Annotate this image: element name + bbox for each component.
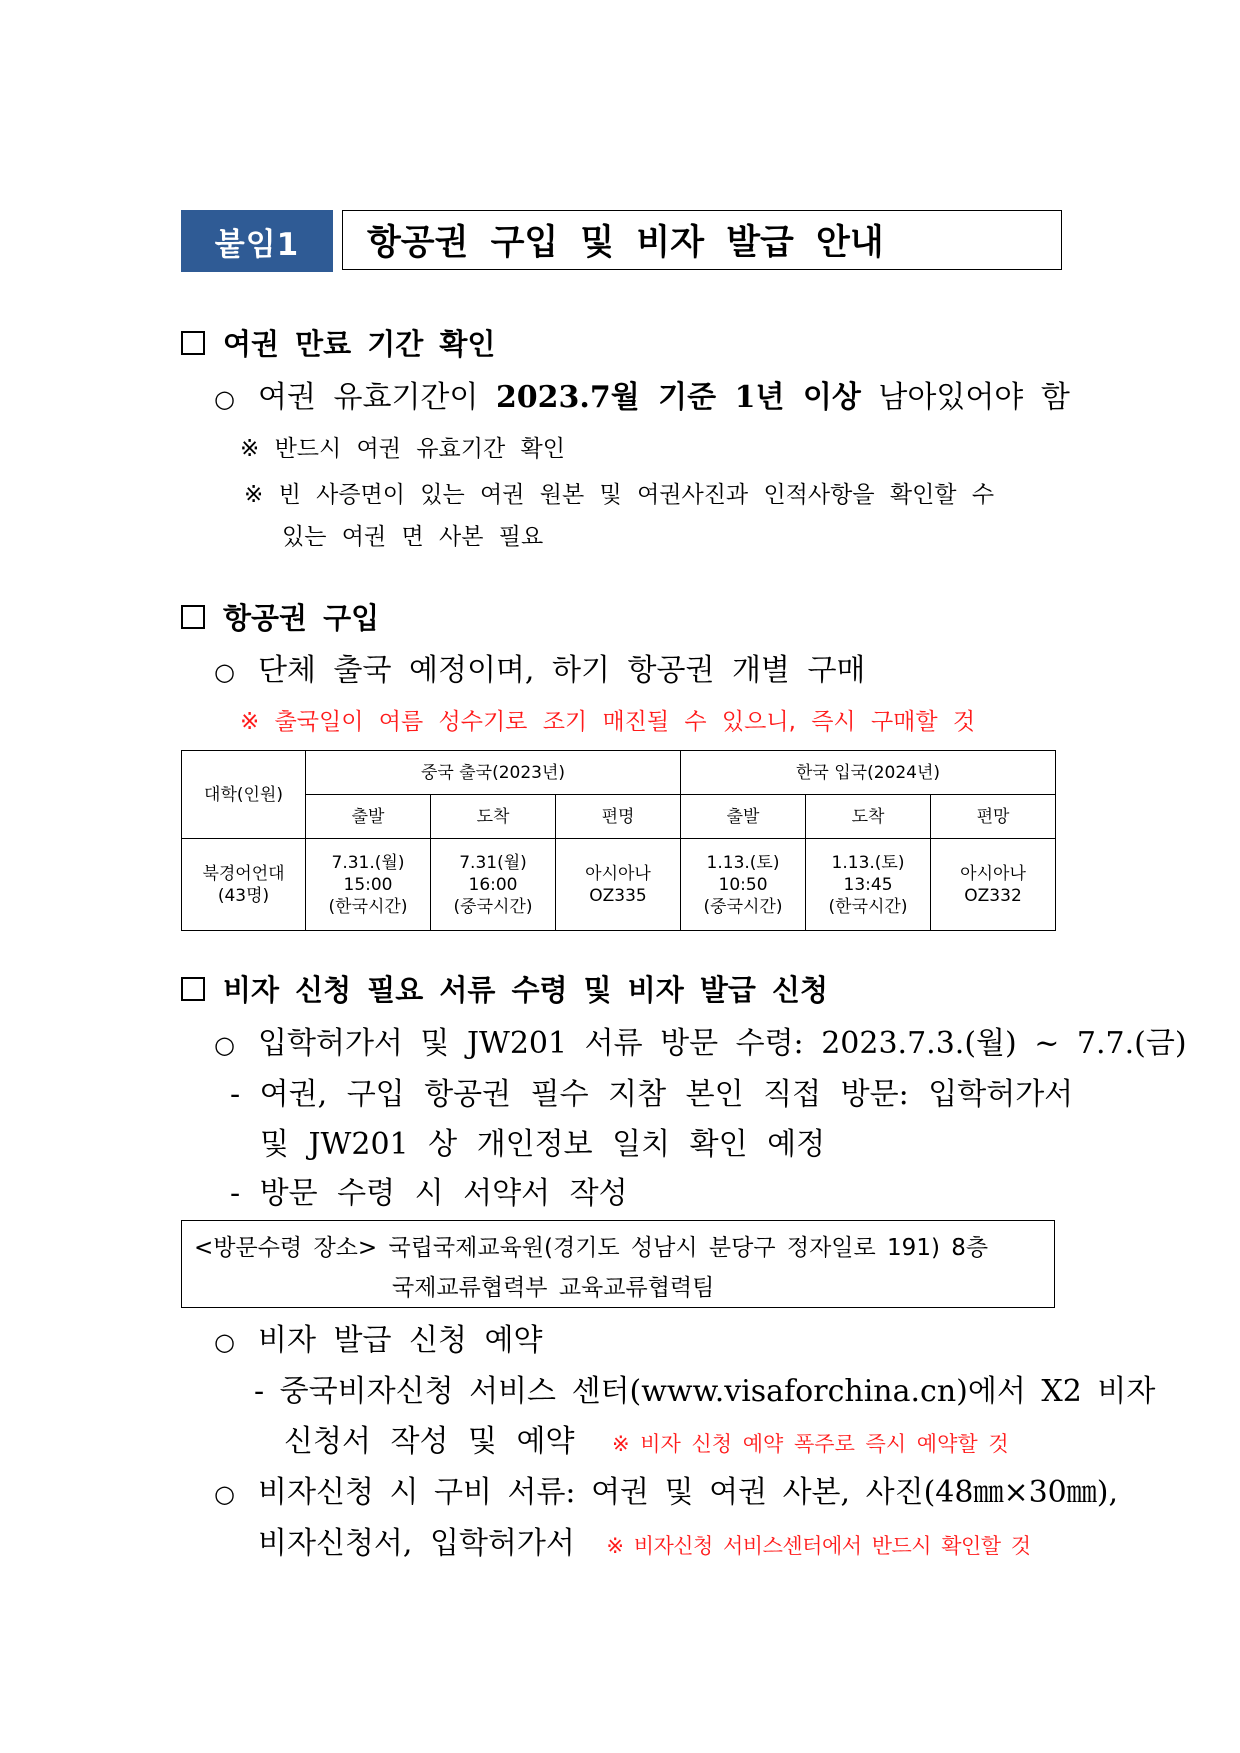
- visa-reservation-warning: ※ 비자 신청 예약 폭주로 즉시 예약할 것: [612, 1432, 1009, 1456]
- visa-docs-dash-1-line1: - 여권, 구입 항공권 필수 지참 본인 직접 방문: 입학허가서: [230, 1077, 1074, 1112]
- visa-reservation-dash-line1: - 중국비자신청 서비스 센터(www.visaforchina.cn)에서 X2 비자: [254, 1374, 1156, 1409]
- circle-bullet-icon: ○: [214, 658, 235, 686]
- flight-cell: 아시아나 OZ335: [556, 839, 681, 931]
- passport-note-2-line1: ※ 빈 사증면이 있는 여권 원본 및 여권사진과 인적사항을 확인할 수: [244, 482, 995, 508]
- section-heading-visa: 비자 신청 필요 서류 수령 및 비자 발급 신청: [181, 968, 828, 1009]
- visit-location-line1: <방문수령 장소> 국립국제교육원(경기도 성남시 분당구 정자일로 191) 8층: [194, 1235, 989, 1261]
- univ-header: 대학(인원): [182, 751, 306, 839]
- checkbox-square-icon: [181, 977, 205, 1001]
- sub-header: 편명: [556, 795, 681, 839]
- return-flight-cell: 아시아나 OZ332: [931, 839, 1056, 931]
- document-title: 항공권 구입 및 비자 발급 안내: [367, 223, 884, 263]
- return-depart-cell: 1.13.(토) 10:50 (중국시간): [681, 839, 806, 931]
- visa-reservation-bullet: ○ 비자 발급 신청 예약: [214, 1323, 543, 1358]
- passport-note-2-line2: 있는 여권 면 사본 필요: [282, 524, 544, 550]
- visa-required-docs-line2: 비자신청서, 입학허가서 ※ 비자신청 서비스센터에서 반드시 확인할 것: [258, 1526, 1031, 1561]
- visa-docs-dash-2: - 방문 수령 시 서약서 작성: [230, 1176, 628, 1211]
- sub-header: 도착: [431, 795, 556, 839]
- circle-bullet-icon: ○: [214, 1480, 235, 1508]
- attachment-tag-label: 붙임1: [214, 226, 300, 263]
- circle-bullet-icon: ○: [214, 1328, 235, 1356]
- arrive-time-cell: 7.31(월) 16:00 (중국시간): [431, 839, 556, 931]
- visit-location-line2: 국제교류협력부 교육교류협력팀: [392, 1275, 715, 1301]
- visa-docs-dash-1-line2: 및 JW201 상 개인정보 일치 확인 예정: [260, 1127, 826, 1162]
- sub-header: 출발: [681, 795, 806, 839]
- sub-header: 편망: [931, 795, 1056, 839]
- circle-bullet-icon: ○: [214, 1031, 235, 1059]
- visa-required-docs-warning: ※ 비자신청 서비스센터에서 반드시 확인할 것: [606, 1534, 1031, 1558]
- checkbox-square-icon: [181, 331, 205, 355]
- circle-bullet-icon: ○: [214, 385, 235, 413]
- sub-header: 도착: [806, 795, 931, 839]
- passport-validity-bullet: ○ 여권 유효기간이 2023.7월 기준 1년 이상 남아있어야 함: [214, 380, 1070, 415]
- return-arrive-cell: 1.13.(토) 13:45 (한국시간): [806, 839, 931, 931]
- univ-cell: 북경어언대 (43명): [182, 839, 306, 931]
- flight-table: [181, 750, 1056, 931]
- passport-note-1: ※ 반드시 여권 유효기간 확인: [240, 436, 565, 462]
- document-title-box: [342, 210, 1062, 270]
- section-heading-passport: 여권 만료 기간 확인: [181, 322, 495, 363]
- depart-group-header: 중국 출국(2023년): [306, 751, 681, 795]
- ticket-warning: ※ 출국일이 여름 성수기로 조기 매진될 수 있으니, 즉시 구매할 것: [240, 709, 976, 735]
- visit-location-box: [181, 1220, 1055, 1308]
- visa-docs-bullet: ○ 입학허가서 및 JW201 서류 방문 수령: 2023.7.3.(월) ~ 7.7.(금): [214, 1026, 1187, 1061]
- checkbox-square-icon: [181, 605, 205, 629]
- ticket-bullet: ○ 단체 출국 예정이며, 하기 항공권 개별 구매: [214, 653, 866, 688]
- visa-reservation-dash-line2: 신청서 작성 및 예약 ※ 비자 신청 예약 폭주로 즉시 예약할 것: [284, 1424, 1009, 1459]
- visa-required-docs-bullet: ○ 비자신청 시 구비 서류: 여권 및 여권 사본, 사진(48㎜×30㎜),: [214, 1475, 1119, 1510]
- table-row: [182, 839, 1056, 931]
- return-group-header: 한국 입국(2024년): [681, 751, 1056, 795]
- depart-time-cell: 7.31.(월) 15:00 (한국시간): [306, 839, 431, 931]
- sub-header: 출발: [306, 795, 431, 839]
- attachment-tag: [181, 210, 333, 272]
- section-heading-ticket: 항공권 구입: [181, 596, 379, 637]
